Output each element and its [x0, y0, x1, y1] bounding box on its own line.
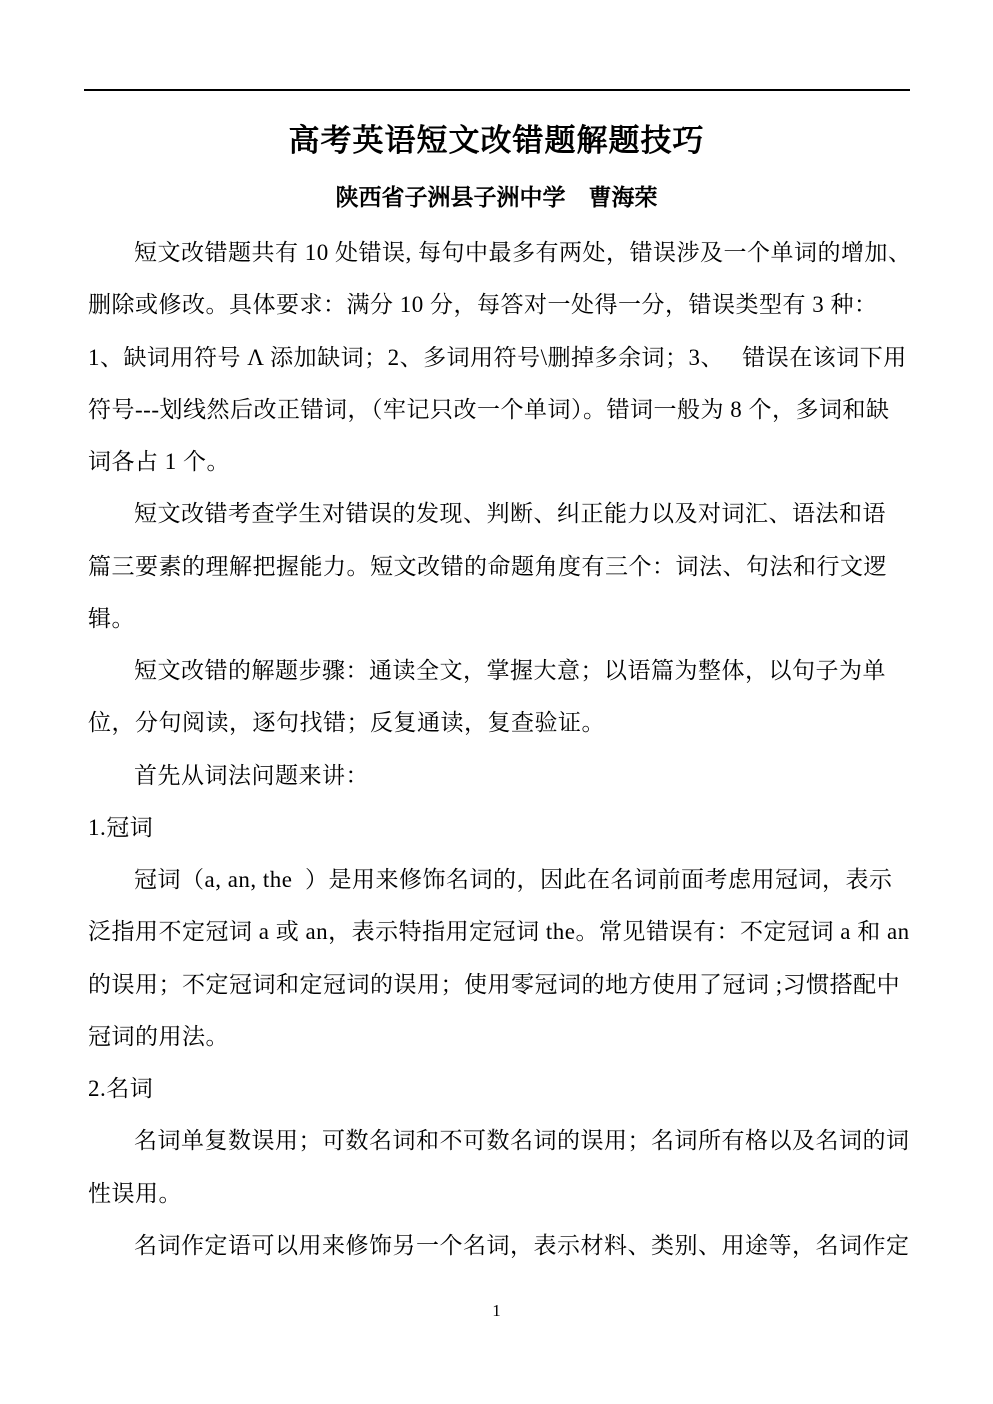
text-line: 名词作定语可以用来修饰另一个名词，表示材料、类别、用途等，名词作定	[134, 1232, 910, 1258]
text-line: 名词单复数误用；可数名词和不可数名词的误用；名词所有格以及名词的词	[134, 1128, 910, 1154]
text-line: 首先从词法问题来讲：	[134, 762, 369, 788]
text-line: 1.冠词	[88, 814, 154, 840]
document-body	[88, 227, 912, 1272]
author-line: 陕西省子洲县子洲中学 曹海荣	[335, 185, 658, 210]
text-line: 辑。	[88, 605, 135, 631]
text-line: 冠词的用法。	[88, 1023, 229, 1049]
text-line: 冠词（a, an, the ）是用来修饰名词的，因此在名词前面考虑用冠词，表示	[134, 867, 893, 892]
text-line: 性误用。	[88, 1180, 182, 1206]
text-line: 的误用；不定冠词和定冠词的误用；使用零冠词的地方使用了冠词 ;习惯搭配中	[88, 971, 901, 997]
text-line: 符号---划线然后改正错词，（牢记只改一个单词）。错词一般为 8 个，多词和缺	[88, 396, 890, 422]
text-line: 1、缺词用符号 Λ 添加缺词；2、多词用符号\删掉多余词；3、 错误在该词下用	[88, 344, 907, 370]
page-title: 高考英语短文改错题解题技巧	[288, 123, 705, 158]
header-rule	[84, 89, 910, 91]
text-line: 短文改错题共有 10 处错误, 每句中最多有两处，错误涉及一个单词的增加、	[134, 240, 912, 265]
text-line: 篇三要素的理解把握能力。短文改错的命题角度有三个：词法、句法和行文逻	[88, 553, 887, 579]
text-line: 泛指用不定冠词 a 或 an，表示特指用定冠词 the。常见错误有：不定冠词 a 和 an	[88, 919, 910, 945]
text-line: 2.名词	[88, 1076, 154, 1101]
text-line: 短文改错的解题步骤：通读全文，掌握大意；以语篇为整体，以句子为单	[134, 658, 886, 683]
page-number: 1	[492, 1301, 501, 1320]
text-line: 删除或修改。具体要求：满分 10 分，每答对一处得一分，错误类型有 3 种：	[88, 292, 878, 318]
text-line: 位，分句阅读，逐句找错；反复通读，复查验证。	[88, 710, 605, 736]
text-line: 词各占 1 个。	[88, 449, 230, 474]
text-line: 短文改错考查学生对错误的发现、判断、纠正能力以及对词汇、语法和语	[134, 501, 886, 527]
